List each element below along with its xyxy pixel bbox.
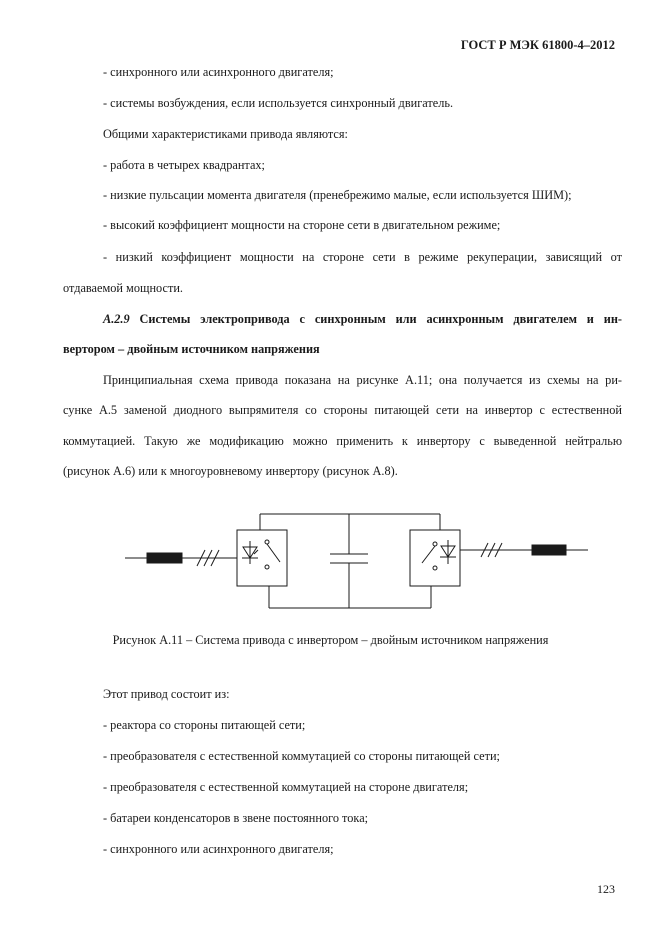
switch-symbol xyxy=(265,540,280,569)
paragraph-line: коммутацией. Такую же модификацию можно применить к инвертору с выведенной нейтралью xyxy=(63,434,622,448)
paragraph-line: Принципиальная схема привода показана на рисунке А.11; она получается из схемы на ри- xyxy=(103,373,622,387)
paragraph-line: сунке А.5 заменой диодного выпрямителя со стороны питающей сети на инвертор с естественной xyxy=(63,403,622,417)
drive-system-diagram xyxy=(120,508,600,616)
list-item: - реактора со стороны питающей сети; xyxy=(103,718,306,732)
list-item: - системы возбуждения, если используется синхронный двигатель. xyxy=(103,96,454,110)
list-item: - преобразователя с естественной коммутацией со стороны питающей сети; xyxy=(103,749,500,763)
section-heading xyxy=(103,311,622,327)
motor-reactor xyxy=(532,545,566,555)
list-item: - низкий коэффициент мощности на стороне сети в режиме рекуперации, зависящий от xyxy=(103,250,622,264)
figure-caption: Рисунок А.11 – Система привода с инвертором – двойным источником напряжения xyxy=(112,633,549,647)
list-item: - синхронного или асинхронного двигателя; xyxy=(103,65,334,79)
paragraph-text: Этот привод состоит из: xyxy=(103,687,230,701)
list-item-continuation: отдаваемой мощности. xyxy=(63,281,183,295)
list-item: - работа в четырех квадрантах; xyxy=(103,158,265,172)
switch-symbol xyxy=(422,542,437,570)
section-number: А.2.9 xyxy=(103,312,130,326)
line-reactor xyxy=(147,553,182,563)
list-item: - преобразователя с естественной коммутацией на стороне двигателя; xyxy=(103,780,469,794)
section-title-line1: Системы электропривода с синхронным или асинхронным двигателем и ин- xyxy=(129,312,622,326)
list-item: - низкие пульсации момента двигателя (пренебрежимо малые, если используется ШИМ); xyxy=(103,188,572,202)
list-item: - высокий коэффициент мощности на стороне сети в двигательном режиме; xyxy=(103,218,501,232)
page-number: 123 xyxy=(597,882,615,896)
paragraph-text: Общими характеристиками привода являются: xyxy=(103,127,348,141)
paragraph-line: (рисунок А.6) или к многоуровневому инвертору (рисунок А.8). xyxy=(63,464,398,478)
list-item: - синхронного или асинхронного двигателя; xyxy=(103,842,334,856)
thyristor-symbol xyxy=(440,540,456,564)
list-item: - батареи конденсаторов в звене постоянного тока; xyxy=(103,811,369,825)
thyristor-symbol xyxy=(242,541,258,564)
page-header: ГОСТ Р МЭК 61800-4–2012 xyxy=(460,38,615,52)
motor-side-converter xyxy=(410,530,460,586)
section-title-line2: вертором – двойным источником напряжения xyxy=(63,342,320,356)
